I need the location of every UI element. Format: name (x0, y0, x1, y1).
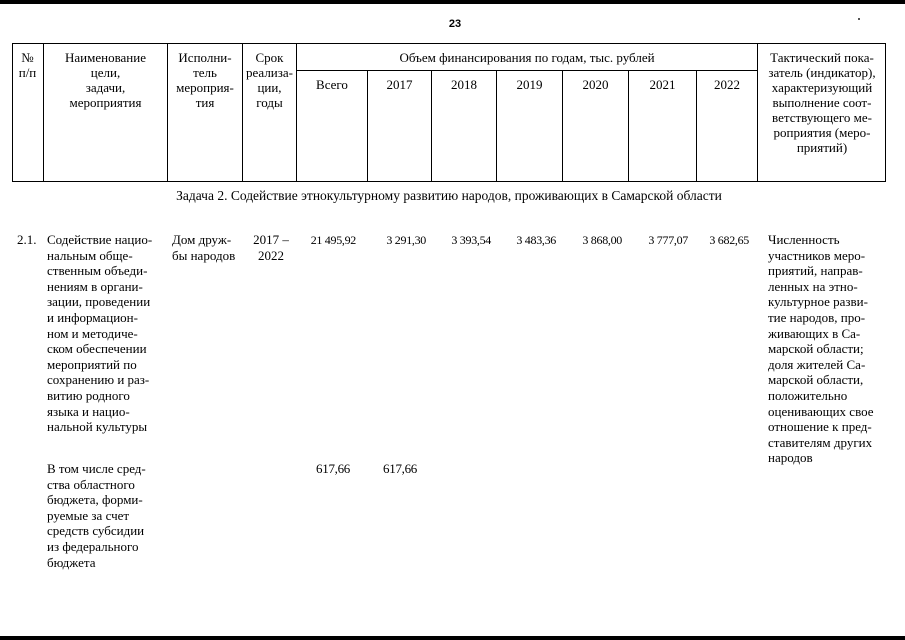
bottom-edge-bar (0, 636, 905, 640)
row-value-2017: 617,66 (383, 461, 417, 476)
financing-subheader-line (296, 70, 757, 71)
row-value-2022: 3 682,65 (709, 233, 749, 247)
scan-speck (858, 18, 860, 20)
row-executor: Дом друж- бы народов (172, 232, 236, 263)
row-value-2019: 3 483,36 (516, 233, 556, 247)
header-year: 2019 (516, 77, 543, 92)
row-name: Содействие нацио- нальным обще- ственным объеди- нениям в органи- зации, проведении и информацион- ном и методиче- ском обеспечении мероприятий по сохранению и раз- витию родного языка и нацио- нальной культуры (47, 232, 153, 435)
header-year: 2018 (451, 77, 477, 92)
page-number: 23 (448, 18, 462, 30)
header-total: Всего (316, 77, 348, 92)
row-indicator: Численность участников меро- приятий, направ- ленных на этно- культурное разви- тие народов, про- живающих в Са- марской области; доля жителей Са- марской области, положительно оценивающих свое отношение к пред- ставителям других народов (768, 232, 874, 466)
header-name: Наименование цели, задачи, мероприятия (65, 50, 146, 110)
row-term: 2017 – 2022 (253, 232, 289, 263)
header-executor: Исполни- тель мероприя- тия (176, 50, 234, 110)
task-title: Задача 2. Содействие этнокультурному развитию народов, проживающих в Самарской области (176, 188, 722, 203)
row-value-2021: 3 777,07 (648, 233, 688, 247)
row-value-2018: 3 393,54 (451, 233, 491, 247)
row-total: 21 495,92 (310, 233, 356, 247)
top-edge-bar (0, 0, 905, 4)
row-number: 2.1. (17, 232, 37, 247)
row-name: В том числе сред- ства областного бюджета, форми- руемые за счет средств субсидии из федерального бюджета (47, 461, 146, 570)
header-year: 2017 (386, 77, 413, 92)
header-no: № п/п (18, 50, 37, 80)
header-year: 2022 (714, 77, 740, 92)
row-value-2020: 3 868,00 (582, 233, 622, 247)
header-financing-title: Объем финансирования по годам, тыс. рублей (399, 50, 655, 65)
header-year: 2021 (649, 77, 676, 92)
row-total: 617,66 (316, 461, 350, 476)
header-indicator: Тактический пока- затель (индикатор), характеризующий выполнение соот- ветствующего ме- роприятия (меро- приятий) (768, 50, 876, 155)
header-term: Срок реализа- ции, годы (246, 50, 293, 110)
row-value-2017: 3 291,30 (386, 233, 426, 247)
header-year: 2020 (582, 77, 609, 92)
